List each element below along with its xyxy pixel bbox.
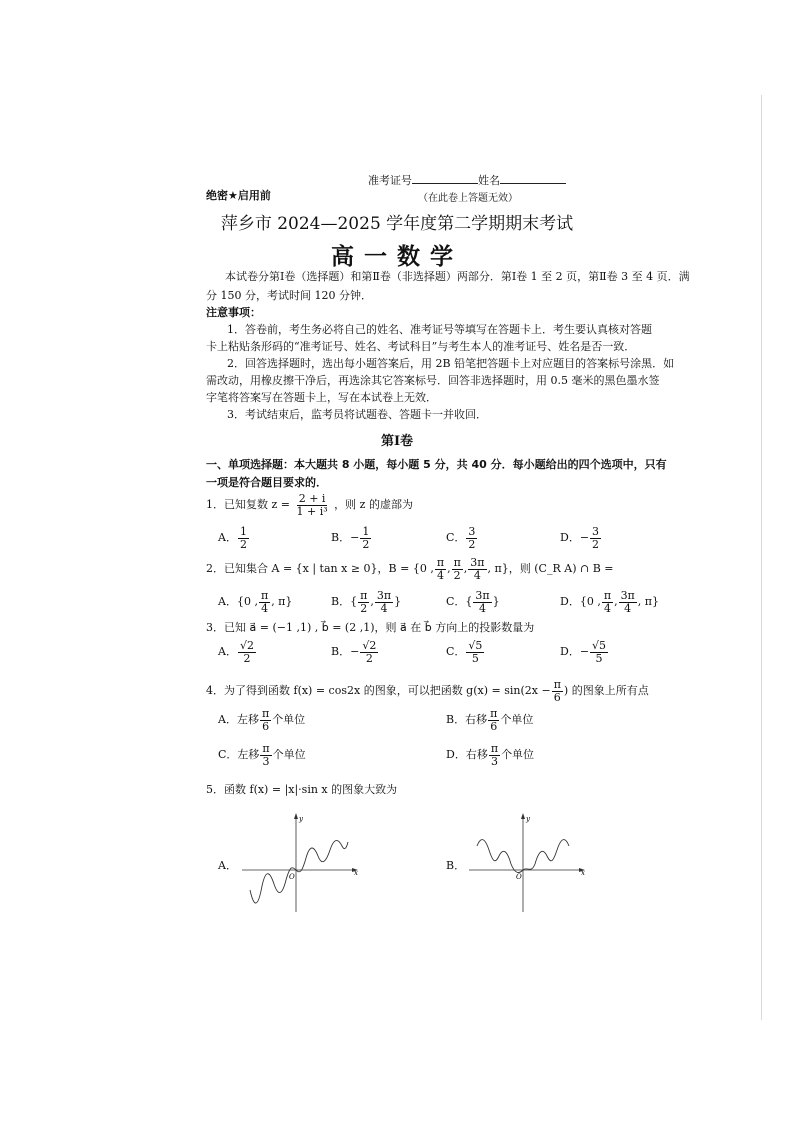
frac-den: 4 <box>261 601 269 615</box>
option-fraction <box>260 743 271 767</box>
frac-den: 6 <box>490 719 498 733</box>
frac-num: π <box>603 589 612 602</box>
question-4 <box>206 679 649 703</box>
opt-close: } <box>492 595 500 609</box>
notice-item-1-line-1: 1．答卷前，考生务必将自己的姓名、准考证号等填写在答题卡上．考生要认真核对答题 <box>227 323 652 336</box>
frac-num: π <box>490 707 498 720</box>
option-label: D． <box>560 531 580 545</box>
frac-den: 2 <box>592 537 600 551</box>
q2-frac-3 <box>468 557 486 581</box>
q3-option-a[interactable] <box>218 640 257 664</box>
opt-open: {0 , <box>236 595 258 609</box>
option-sign: − <box>350 531 360 545</box>
y-axis-label: y <box>526 815 530 823</box>
q2-prefix: 2．已知集合 <box>206 562 268 576</box>
q4-suffix: ) 的图象上所有点 <box>563 684 649 698</box>
frac-den: 3 <box>490 754 498 768</box>
frac-num: π <box>260 589 269 602</box>
frac-den: 2 <box>453 568 461 582</box>
q1-fraction-numerator: 2 + i <box>298 492 326 505</box>
opt-frac <box>602 590 613 614</box>
q1-lhs: z = <box>271 498 291 512</box>
option-label: C．左移 <box>218 748 260 762</box>
frac-num: π <box>490 742 499 755</box>
q1-option-a[interactable] <box>218 526 250 550</box>
option-label: D． <box>560 595 580 609</box>
y-axis-arrow <box>294 813 298 819</box>
option-label: B． <box>331 645 351 659</box>
notice-item-2-line-1: 2．回答选择题时，选出每小题答案后，用 2B 铅笔把答题卡上对应题目的答案标号涂黑．如 <box>227 357 675 370</box>
q5-option-b-label[interactable]: B． <box>446 859 466 872</box>
option-label: C． <box>446 531 466 545</box>
option-fraction <box>260 708 271 732</box>
option-label: C． <box>446 645 466 659</box>
q1-fraction <box>295 493 330 517</box>
q2-set-b-open: ，B = {0 , <box>377 562 434 576</box>
notice-item-2-line-3: 字笔将答案写在答题卡上，写在本试卷上无效． <box>206 391 437 404</box>
question-1 <box>206 493 413 517</box>
option-label: D． <box>560 645 580 659</box>
option-unit: 个单位 <box>272 748 306 762</box>
frac-num: π <box>261 707 270 720</box>
frac-den: 2 <box>360 601 368 615</box>
frac-den: 2 <box>239 537 247 551</box>
option-fraction <box>590 526 601 550</box>
intro-line-1: 本试卷分第Ⅰ卷（选择题）和第Ⅱ卷（非选择题）两部分．第Ⅰ卷 1 至 2 页，第Ⅱ卷 3 至 4 页．满 <box>225 270 690 283</box>
frac-den: 4 <box>479 601 487 615</box>
opt-frac <box>619 590 637 614</box>
frac-den: 4 <box>603 601 611 615</box>
opt-close: } <box>394 595 402 609</box>
opt-frac <box>473 590 491 614</box>
option-label: A． <box>218 531 237 545</box>
frac-num: 1 <box>239 525 247 538</box>
option-sign: − <box>579 645 590 659</box>
frac-den: 3 <box>262 754 270 768</box>
q1-fraction-denominator: 1 + i³ <box>296 504 328 518</box>
frac-num: √2 <box>362 639 377 652</box>
option-label: B． <box>331 531 351 545</box>
exam-number-label: 准考证号 <box>368 174 412 187</box>
frac-num: √5 <box>592 639 607 652</box>
option-label: A．左移 <box>218 713 259 727</box>
frac-num: π <box>262 742 270 755</box>
q2-option-d[interactable]: D．{0 , $\frac{\pi}{4}$ , $\frac{3\pi}{4}$ , π} <box>560 589 660 615</box>
q3-option-c[interactable] <box>446 640 485 664</box>
notice-item-3: 3．考试结束后，监考员将试题卷、答题卡一并收回． <box>227 408 487 421</box>
q2-suffix: ，则 (C_R A) ∩ B = <box>508 562 614 576</box>
origin-label: O <box>289 873 295 881</box>
q4-option-c[interactable] <box>218 743 306 767</box>
option-sign: − <box>579 531 590 545</box>
q5-option-a-label[interactable]: A． <box>218 859 237 872</box>
opt-close: , π} <box>271 595 293 609</box>
answer-invalid-note: （在此卷上答题无效） <box>418 193 518 204</box>
notice-item-1-line-2: 卡上粘贴条形码的“准考证号、姓名、考试科目”与考生本人的准考证号、姓名是否一致． <box>206 340 636 353</box>
frac-den: 6 <box>553 690 561 704</box>
notice-title: 注意事项： <box>206 306 261 319</box>
frac-den: 4 <box>436 568 444 582</box>
opt-frac <box>259 590 270 614</box>
subject-title: 高一数学 <box>331 244 463 270</box>
q2-frac-2 <box>452 557 463 581</box>
frac-num: √2 <box>239 639 254 652</box>
frac-num: 3π <box>470 556 485 569</box>
exam-info-line <box>368 172 566 188</box>
name-label: 姓名 <box>478 174 500 187</box>
q1-prefix: 1．已知复数 <box>206 498 268 512</box>
x-axis-label: x <box>581 869 585 877</box>
option-label: A． <box>218 645 237 659</box>
part1-line-2: 一项是符合题目要求的． <box>206 476 327 489</box>
q1-suffix: ，则 z 的虚部为 <box>334 498 413 512</box>
frac-den: 2 <box>468 537 476 551</box>
option-label: C． <box>446 595 466 609</box>
opt-close: , π} <box>637 595 660 609</box>
option-unit: 个单位 <box>272 713 306 727</box>
frac-num: π <box>553 678 561 691</box>
q4-option-d[interactable] <box>446 743 534 767</box>
option-fraction <box>590 640 608 664</box>
q1-option-b[interactable] <box>331 526 372 550</box>
q2-option-a[interactable] <box>218 590 292 614</box>
x-axis-label: x <box>354 869 358 877</box>
question-5: 5．函数 f(x) = |x|·sin x 的图象大致为 <box>206 783 398 796</box>
option-unit: 个单位 <box>500 713 534 727</box>
q2-frac-1 <box>435 557 446 581</box>
q2-set-b-close: , π} <box>487 562 509 576</box>
option-fraction <box>238 640 256 664</box>
option-label: B．右移 <box>446 713 488 727</box>
option-label: B． <box>331 595 351 609</box>
q5-graph-a[interactable] <box>236 812 364 916</box>
option-label: D．右移 <box>446 748 488 762</box>
name-blank <box>500 172 566 184</box>
opt-frac <box>375 590 393 614</box>
curve-a <box>250 840 348 903</box>
frac-den: 2 <box>362 537 370 551</box>
option-fraction <box>488 708 499 732</box>
frac-den: 2 <box>243 651 251 665</box>
option-fraction <box>466 640 484 664</box>
frac-num: 3π <box>475 589 490 602</box>
frac-num: √5 <box>468 639 483 652</box>
frac-den: 5 <box>595 651 603 665</box>
question-3: 3．已知 a⃗ = (−1 ,1) , b⃗ = (2 ,1)，则 a⃗ 在 b⃗ 方向上的投影数量为 <box>206 621 535 634</box>
frac-num: 3 <box>468 525 476 538</box>
frac-num: 3π <box>376 589 392 602</box>
q2-set-a: A = {x | tan x ≥ 0} <box>271 562 378 576</box>
option-label: A． <box>218 595 237 609</box>
frac-den: 4 <box>380 601 388 615</box>
option-fraction <box>238 526 249 550</box>
part1-line-1: 一、单项选择题：本大题共 8 小题，每小题 5 分，共 40 分．每小题给出的四个选项中，只有 <box>206 458 667 471</box>
y-axis-label: y <box>299 815 303 823</box>
q4-fraction <box>552 679 563 703</box>
q1-option-c[interactable] <box>446 526 478 550</box>
frac-den: 2 <box>365 651 373 665</box>
frac-num: 1 <box>362 525 370 538</box>
frac-den: 4 <box>473 568 481 582</box>
q4-prefix: 4．为了得到函数 f(x) = cos2x 的图象，可以把函数 g(x) = sin(2x − <box>206 684 551 698</box>
frac-den: 5 <box>471 651 479 665</box>
option-sign: − <box>350 645 360 659</box>
option-unit: 个单位 <box>501 748 535 762</box>
opt-frac <box>358 590 369 614</box>
y-axis-arrow <box>521 813 525 819</box>
frac-den: 6 <box>262 719 270 733</box>
exam-title: 萍乡市 2024—2025 学年度第二学期期末考试 <box>220 214 574 234</box>
frac-den: 4 <box>624 601 632 615</box>
q4-option-a[interactable] <box>218 708 305 732</box>
section-title: 第Ⅰ卷 <box>380 434 414 449</box>
opt-open: {0 , <box>579 595 601 609</box>
q5-graph-b[interactable] <box>463 812 591 916</box>
frac-num: 3π <box>620 589 635 602</box>
q3-option-d[interactable] <box>560 640 609 664</box>
opt-open: { <box>465 595 473 609</box>
q2-option-b[interactable]: B．{ $\frac{\pi}{2}$ , $\frac{3\pi}{4}$ } <box>331 589 402 615</box>
question-2: 2．已知集合 A = {x | tan x ≥ 0}，B = {0 , $\frac{\pi}{4}$ , $\frac{\pi}{2}$ , $\frac{3\pi}{4}$ , π}，则 (C_R A) ∩ B = <box>206 556 614 582</box>
q3-option-b[interactable] <box>331 640 379 664</box>
intro-line-2: 分 150 分，考试时间 120 分钟． <box>206 289 372 302</box>
secret-mark: 绝密★启用前 <box>206 189 271 202</box>
origin-label: O <box>516 873 522 881</box>
notice-item-2-line-2: 需改动，用橡皮擦干净后，再选涂其它答案标号．回答非选择题时，用 0.5 毫米的黑色墨水签 <box>206 374 660 387</box>
frac-num: 3 <box>592 525 600 538</box>
q2-option-c[interactable] <box>446 590 500 614</box>
frac-num: π <box>436 556 445 569</box>
option-fraction <box>466 526 477 550</box>
frac-num: π <box>360 589 368 602</box>
q4-option-b[interactable] <box>446 708 533 732</box>
option-fraction <box>360 526 371 550</box>
q1-option-d[interactable] <box>560 526 602 550</box>
exam-number-blank <box>412 172 478 184</box>
frac-num: π <box>453 556 461 569</box>
opt-open: { <box>350 595 358 609</box>
option-fraction <box>489 743 500 767</box>
option-fraction <box>360 640 378 664</box>
